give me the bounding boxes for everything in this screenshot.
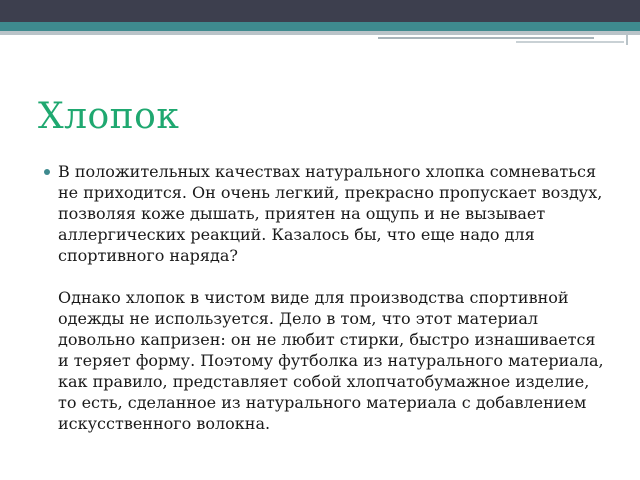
decorative-line bbox=[378, 37, 594, 39]
bullet-dot-icon bbox=[44, 169, 50, 175]
header-band-gray bbox=[0, 31, 640, 35]
header-band-dark bbox=[0, 0, 640, 22]
slide-title: Хлопок bbox=[38, 96, 180, 137]
decorative-line bbox=[626, 31, 628, 45]
header-band-teal bbox=[0, 22, 640, 31]
slide-content bbox=[44, 161, 610, 434]
paragraph-1: В положительных качествах натурального хлопка сомневаться не приходится. Он очень легкий, прекрасно пропускает воздух, позволяя коже дышать, приятен на ощупь и не вызывает аллергических реакций. Казалось бы, что еще надо для спортивного наряда? bbox=[58, 162, 603, 265]
paragraph-2: Однако хлопок в чистом виде для производства спортивной одежды не используется. Дело в том, что этот материал довольно капризен: он не любит стирки, быстро изнашивается и теряет форму. Поэтому футболка из натурального материала, как правило, представляет собой хлопчатобумажное изделие, то есть, сделанное из натурального материала с добавлением искусственного волокна. bbox=[58, 288, 604, 433]
bullet-text bbox=[58, 161, 610, 434]
decorative-line bbox=[516, 41, 624, 43]
bullet-item bbox=[44, 161, 610, 434]
paragraph-gap bbox=[58, 266, 610, 287]
